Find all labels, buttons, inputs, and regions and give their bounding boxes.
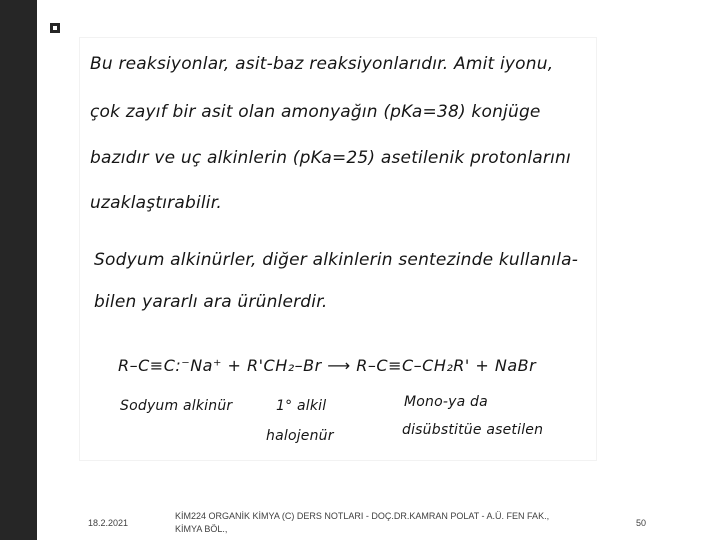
label-alkyl-halide-line2: halojenür xyxy=(266,428,334,444)
square-bullet-icon xyxy=(50,23,60,33)
reaction-equation: R–C≡C:⁻Na⁺ + R'CH₂–Br ⟶ R–C≡C–CH₂R' + NaBr xyxy=(118,356,537,375)
footer-title: KİM224 ORGANİK KİMYA (C) DERS NOTLARI - DOÇ.DR.KAMRAN POLAT - A.Ü. FEN FAK., KİMYA BÖL., xyxy=(175,511,550,534)
text-line-2: çok zayıf bir asit olan amonyağın (pKa=38) konjüge xyxy=(90,102,541,122)
left-accent-bar xyxy=(0,0,37,540)
page-number: 50 xyxy=(636,518,647,528)
text-line-1: Bu reaksiyonlar, asit-baz reaksiyonlarıdır. Amit iyonu, xyxy=(90,54,554,74)
footer-date: 18.2.2021 xyxy=(88,518,129,528)
text-line-6: bilen yararlı ara ürünlerdir. xyxy=(94,292,328,312)
handwritten-notes xyxy=(80,38,596,460)
text-line-4: uzaklaştırabilir. xyxy=(90,193,222,213)
label-product-line1: Mono-ya da xyxy=(404,394,488,410)
label-sodium-alkynide: Sodyum alkinür xyxy=(120,398,233,414)
text-line-3: bazıdır ve uç alkinlerin (pKa=25) asetilenik protonlarını xyxy=(90,148,571,168)
text-line-5: Sodyum alkinürler, diğer alkinlerin sentezinde kullanıla- xyxy=(94,250,579,270)
label-product-line2: disübstitüe asetilen xyxy=(402,422,544,438)
label-alkyl-halide-line1: 1° alkil xyxy=(276,398,327,414)
